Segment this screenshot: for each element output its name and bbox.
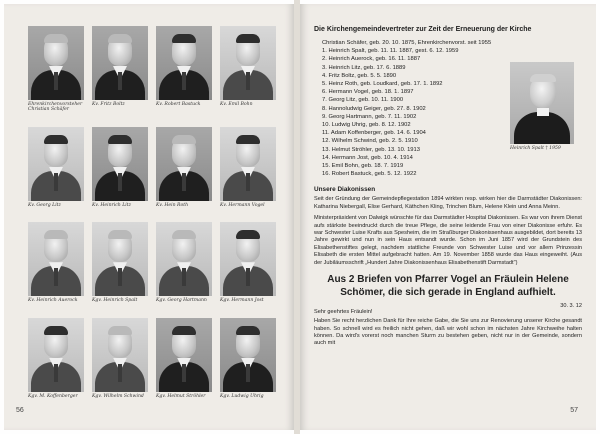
portrait-photo [156,318,212,392]
portrait-caption: Kgv. Hermann Jost [220,298,264,304]
portrait-cell [28,26,84,113]
portrait-cell [156,127,212,208]
paragraph-founding: Seit der Gründung der Gemeindepflegestation 1894 wirkten resp. wirken hier die Darmstädter Diakonissen: Katharina Niebergall, Elise Gerhard, Käthchen Kling, Trinchen Blum, Helene Klein und Anna Meinn. [314,196,582,210]
portrait-caption: Kv. Hein Roth [156,202,189,208]
portrait-caption: Ehrenkirchenvorsteher Christian Schäfer [28,102,83,113]
portrait-cell [220,318,276,399]
portrait-caption: Kgv. Georg Hartmann [156,298,207,304]
member-entry: 4. Fritz Boltz, geb. 5. 5. 1890 [322,72,397,79]
portrait-cell [156,222,212,303]
paragraph-history: Ministerpräsident von Dalwigk wünschte für das Darmstädter Hospital Diakonissen. Es war von ihrem Dienst aufs stärkste beeindruckt durch die treue Pflege, die seine leidende Frau von einer Diakonisse erfuhr. Es war Schwester Luise Krafts aus Spesheim, die im Straßburger Diakonissenhaus ausgebildet, dort bereits 13 Jahre gewirkt und nun in sein Haus entsandt wurde. Schon im Juni 1857 wird der Grundstein des Elisabethenstiftes gelegt, nachdem stattliche Freunde von Schwester Luise und vor allem Prinzessin Elisabeth die ersten Mittel aufgebracht hatten. Am 19. November 1858 wurde das Haus eingeweiht. (Aus der Jubiläumsschrift „Hundert Jahre Diakonissenhaus Elisabethenstift Darmstadt") [314,215,582,266]
portrait-photo [28,26,84,100]
members-heading: Die Kirchengemeindevertreter zur Zeit der Erneuerung der Kirche [314,26,532,33]
portrait-caption: Kgv. Wilhelm Schwind [92,393,144,399]
right-page [300,4,596,430]
letter-salutation: Sehr geehrtes Fräulein! [314,309,373,316]
portrait-cell [92,26,148,113]
member-entry: 6. Hermann Vogel, geb. 18. 1. 1897 [322,89,414,96]
portrait-photo [28,318,84,392]
pastor-portrait [510,62,574,151]
portrait-caption: Kv. Emil Bohn [220,102,253,107]
portrait-photo [156,26,212,100]
portrait-caption: Kv. Fritz Boltz [92,102,125,107]
portrait-photo [156,222,212,296]
page-number-right: 57 [570,407,578,414]
portrait-photo [28,222,84,296]
portrait-caption: Kgv. Ludwig Uhrig [220,393,264,399]
member-entry: 12. Wilhelm Schwind, geb. 2. 5. 1910 [322,138,418,145]
letter-title: Aus 2 Briefen von Pfarrer Vogel an Fräulein Helene Schömer, die sich gerade in England aufhielt. [327,274,569,299]
portrait-cell [156,26,212,113]
portrait-caption: Kv. Georg Litz [28,202,61,208]
member-entry: Christian Schäfer, geb. 20. 10. 1875, Ehrenkirchenvorst. seit 1955 [322,40,492,46]
portrait-photo [92,26,148,100]
portrait-row [28,318,276,399]
member-entry: 2. Heinrich Auerock, geb. 16. 11. 1887 [322,56,421,63]
portrait-row [28,222,276,303]
member-entry: 1. Heinrich Spalt, geb. 11. 11. 1887, gest. 6. 12. 1959 [322,48,459,55]
portrait-caption: Heinrich Spalt † 1959 [510,146,561,151]
member-entry: 10. Ludwig Uhrig, geb. 8. 12. 1902 [322,122,411,129]
portrait-grid [28,26,276,413]
portrait-row [28,127,276,208]
portrait-row [28,26,276,113]
member-entry: 16. Robert Bastuck, geb. 5. 12. 1922 [322,171,417,178]
portrait-cell [220,222,276,303]
letter-body: Haben Sie recht herzlichen Dank für Ihre reiche Gabe, die Sie uns zur Renovierung unserer Kirche gesandt haben. So schnell wird es freilich nicht gehen, daß wir wohl schon im nächsten Jahre Kirchweihe halten können. Da wird's vorerst noch manchen Sturm zu bestehen geben, nicht nur in der Gemeinde, sondern auch mit [314,318,582,347]
portrait-cell [220,26,276,113]
portrait-cell [28,222,84,303]
member-entry: 8. Hannoludwig Geiger, geb. 27. 8. 1902 [322,105,426,112]
page-number-left: 56 [16,407,24,414]
portrait-photo [156,127,212,201]
portrait-caption: Kgv. Helmut Ströhler [156,393,206,399]
portrait-cell [220,127,276,208]
portrait-photo [220,127,276,201]
portrait-photo [92,318,148,392]
portrait-cell [28,127,84,208]
portrait-caption: Kv. Hermann Vogel [220,202,265,208]
portrait-photo [92,127,148,201]
portrait-photo [220,26,276,100]
letter-date: 30. 3. 12 [560,303,582,310]
portrait-caption: Kv. Robert Bastuck [156,102,201,107]
member-entry: 7. Georg Litz, geb. 10. 11. 1900 [322,97,404,104]
member-entry: 9. Georg Hartmann, geb. 7. 11. 1902 [322,113,417,120]
member-entry: 13. Helmut Ströhler, geb. 13. 10. 1913 [322,146,420,153]
portrait-photo [220,222,276,296]
portrait-photo [28,127,84,201]
member-entry: 5. Heinz Roth, geb. Loudkard, geb. 17. 1. 1892 [322,81,443,88]
member-entry: 3. Heinrich Litz, geb. 17. 6. 1889 [322,64,406,71]
portrait-cell [92,222,148,303]
portrait-photo [92,222,148,296]
member-entry: 14. Hermann Jost, geb. 10. 4. 1914 [322,154,413,161]
portrait-cell [92,318,148,399]
portrait-caption: Kv. Heinrich Litz [92,202,131,208]
portrait-photo [220,318,276,392]
portrait-cell [28,318,84,399]
section-title: Unsere Diakonissen [314,186,376,194]
portrait-cell [92,127,148,208]
left-page [4,4,294,430]
portrait-caption: Kv. Heinrich Auerock [28,298,78,304]
portrait-caption: Kgv. Heinrich Spalt [92,298,138,304]
portrait-caption: Kgv. M. Koffenberger [28,393,78,399]
portrait-cell [156,318,212,399]
member-entry: 11. Adam Koffenberger, geb. 14. 6. 1904 [322,130,426,137]
member-entry: 15. Emil Bohn, geb. 18. 7. 1919 [322,163,404,170]
portrait-photo [510,62,574,144]
